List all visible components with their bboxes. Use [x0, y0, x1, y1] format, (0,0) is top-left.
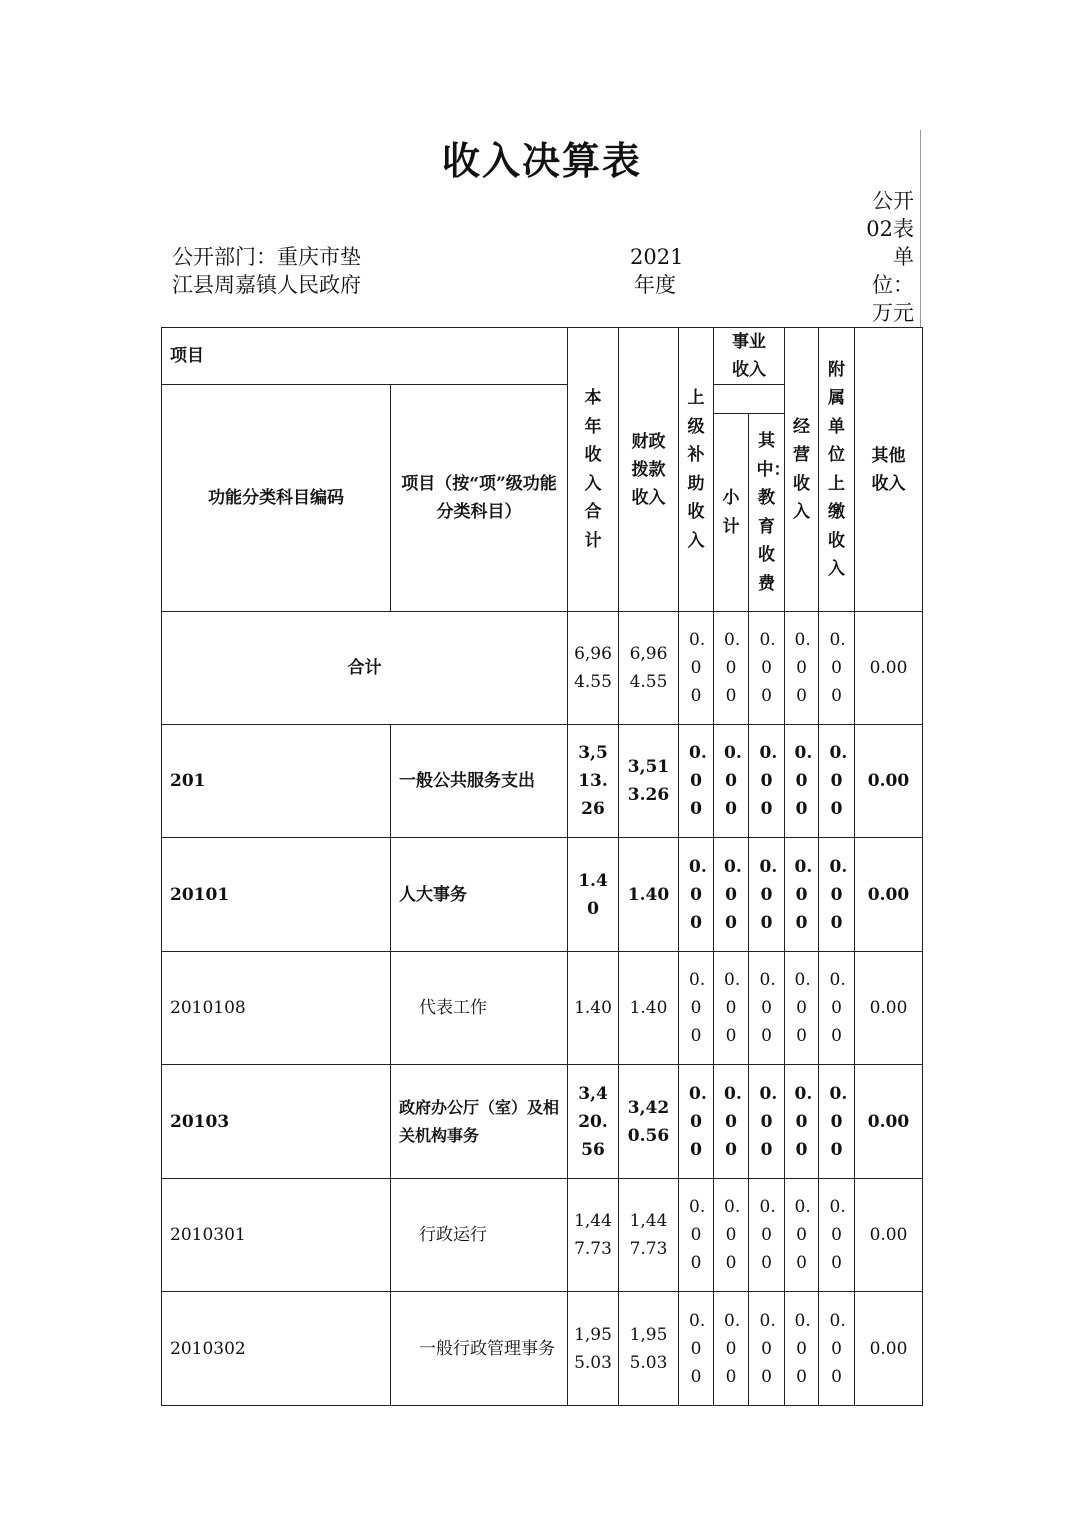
cell-affiliate: 0.00: [819, 838, 855, 952]
row-name: 人大事务: [391, 838, 568, 952]
cell-total: 1.40: [568, 838, 619, 952]
margin-line: [920, 130, 921, 328]
cell-edu: 0.00: [749, 612, 785, 725]
table-row: [162, 725, 923, 838]
cell-edu: 0.00: [749, 725, 785, 838]
header-other: 其他收入: [855, 328, 923, 612]
cell-superior: 0.00: [679, 1065, 714, 1179]
cell-affiliate: 0.00: [819, 952, 855, 1065]
header-fiscal: 财政拨款收入: [619, 328, 679, 612]
cell-other: 0.00: [855, 725, 923, 838]
table-row-total: [162, 612, 923, 725]
cell-subtotal: 0.00: [714, 838, 749, 952]
cell-total: 1,955.03: [568, 1292, 619, 1406]
row-name: 一般行政管理事务: [391, 1292, 568, 1406]
header-subtotal: 小计: [714, 414, 749, 612]
year-label: 2021年度: [630, 245, 684, 297]
cell-edu: 0.00: [749, 1292, 785, 1406]
cell-affiliate: 0.00: [819, 1065, 855, 1179]
cell-total: 1.40: [568, 952, 619, 1065]
cell-subtotal: 0.00: [714, 1292, 749, 1406]
cell-superior: 0.00: [679, 1179, 714, 1292]
cell-operating: 0.00: [785, 838, 819, 952]
cell-subtotal: 0.00: [714, 1065, 749, 1179]
row-code: 2010302: [162, 1292, 391, 1406]
header-affiliate: 附属单位上缴收入: [819, 328, 855, 612]
table-row: [162, 1292, 923, 1406]
header-item: 项目: [162, 328, 568, 385]
cell-superior: 0.00: [679, 952, 714, 1065]
table-row: [162, 1065, 923, 1179]
cell-subtotal: 0.00: [714, 1179, 749, 1292]
cell-subtotal: 0.00: [714, 612, 749, 725]
header-business: 事业收入: [714, 328, 785, 385]
header-total: 本年收入合计: [568, 328, 619, 612]
cell-affiliate: 0.00: [819, 1292, 855, 1406]
page-title: 收入决算表: [441, 138, 642, 183]
row-name: 代表工作: [391, 952, 568, 1065]
cell-superior: 0.00: [679, 838, 714, 952]
cell-affiliate: 0.00: [819, 612, 855, 725]
cell-edu: 0.00: [749, 1179, 785, 1292]
cell-edu: 0.00: [749, 838, 785, 952]
row-name: 行政运行: [391, 1179, 568, 1292]
department-label: 公开部门：重庆市垫江县周嘉镇人民政府: [172, 245, 361, 297]
header-superior: 上级补助收入: [679, 328, 714, 612]
income-table: [161, 327, 923, 1406]
cell-fiscal: 1.40: [619, 952, 679, 1065]
table-row: [162, 952, 923, 1065]
row-name: 政府办公厅（室）及相关机构事务: [391, 1065, 568, 1179]
cell-operating: 0.00: [785, 952, 819, 1065]
cell-fiscal: 1.40: [619, 838, 679, 952]
cell-operating: 0.00: [785, 1292, 819, 1406]
cell-affiliate: 0.00: [819, 725, 855, 838]
cell-total: 3,513.26: [568, 725, 619, 838]
cell-operating: 0.00: [785, 1179, 819, 1292]
table-row: [162, 838, 923, 952]
header-operating: 经营收入: [785, 328, 819, 612]
table-code: 公开02表: [866, 189, 914, 241]
row-code: 20103: [162, 1065, 391, 1179]
cell-fiscal: 1,955.03: [619, 1292, 679, 1406]
row-code: 2010108: [162, 952, 391, 1065]
row-code: 2010301: [162, 1179, 391, 1292]
cell-operating: 0.00: [785, 612, 819, 725]
cell-fiscal: 3,420.56: [619, 1065, 679, 1179]
cell-superior: 0.00: [679, 725, 714, 838]
table-row: [162, 1179, 923, 1292]
cell-fiscal: 3,513.26: [619, 725, 679, 838]
cell-subtotal: 0.00: [714, 725, 749, 838]
cell-other: 0.00: [855, 1179, 923, 1292]
cell-other: 0.00: [855, 952, 923, 1065]
header-edu: 其中：教育收费: [749, 414, 785, 612]
cell-total: 6,964.55: [568, 612, 619, 725]
cell-edu: 0.00: [749, 952, 785, 1065]
cell-affiliate: 0.00: [819, 1179, 855, 1292]
cell-operating: 0.00: [785, 1065, 819, 1179]
cell-operating: 0.00: [785, 725, 819, 838]
cell-superior: 0.00: [679, 1292, 714, 1406]
cell-fiscal: 6,964.55: [619, 612, 679, 725]
cell-fiscal: 1,447.73: [619, 1179, 679, 1292]
cell-total: 3,420.56: [568, 1065, 619, 1179]
row-name: 一般公共服务支出: [391, 725, 568, 838]
unit-label: 单位：万元: [872, 245, 914, 325]
header-item-name: 项目（按“项”级功能分类科目）: [391, 385, 568, 612]
cell-subtotal: 0.00: [714, 952, 749, 1065]
cell-other: 0.00: [855, 612, 923, 725]
header-func-code: 功能分类科目编码: [162, 385, 391, 612]
cell-other: 0.00: [855, 1292, 923, 1406]
cell-edu: 0.00: [749, 1065, 785, 1179]
cell-superior: 0.00: [679, 612, 714, 725]
total-label: 合计: [162, 612, 568, 725]
cell-other: 0.00: [855, 838, 923, 952]
cell-total: 1,447.73: [568, 1179, 619, 1292]
cell-other: 0.00: [855, 1065, 923, 1179]
row-code: 201: [162, 725, 391, 838]
row-code: 20101: [162, 838, 391, 952]
